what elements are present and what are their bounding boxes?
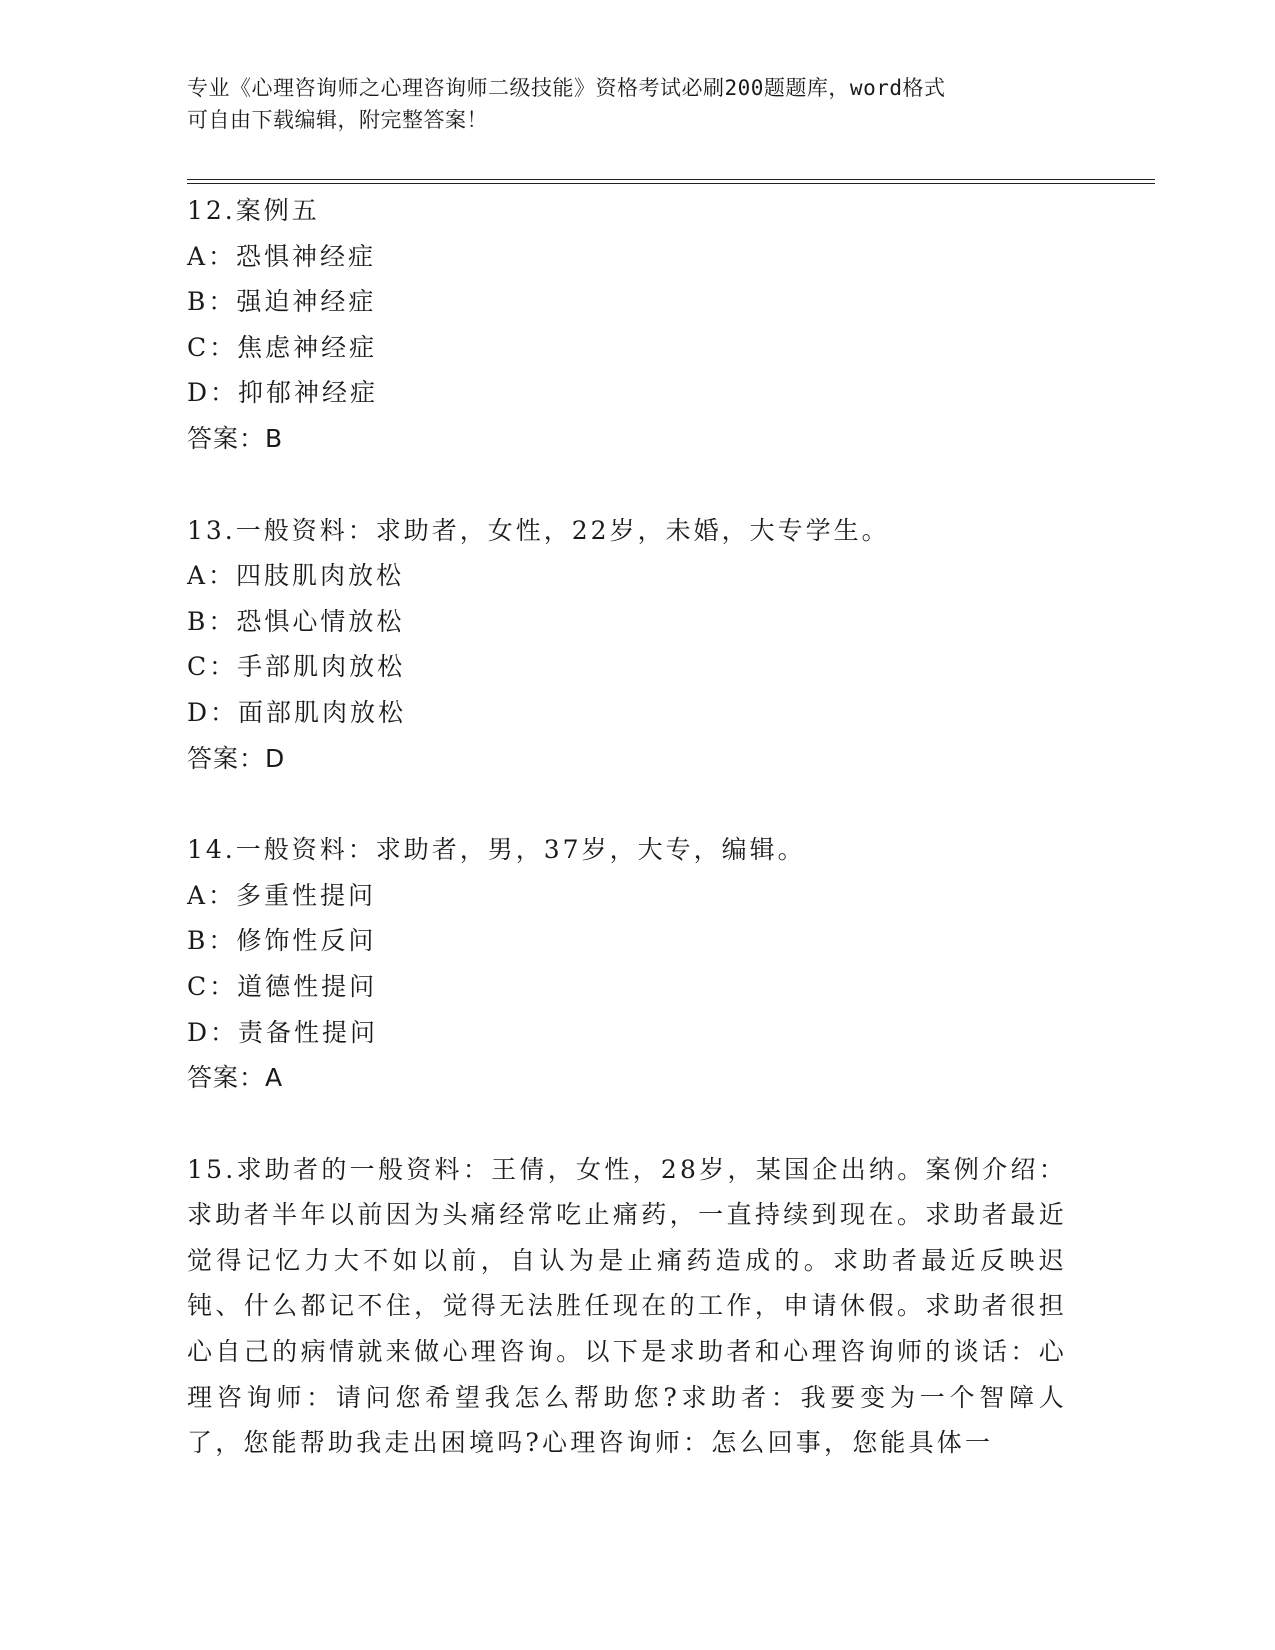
question-stem: 14.一般资料：求助者，男，37岁，大专，编辑。 (187, 835, 806, 865)
option-a: A：多重性提问 (187, 880, 377, 910)
question-15 (187, 1147, 1077, 1466)
option-a: A：四肢肌肉放松 (187, 561, 405, 591)
header-line-1: 专业《心理咨询师之心理咨询师二级技能》资格考试必刷200题题库，word格式 (187, 76, 946, 100)
option-c: C：道德性提问 (187, 971, 378, 1001)
answer-label: 答案：B (187, 423, 284, 453)
question-stem: 15.求助者的一般资料：王倩，女性，28岁，某国企出纳。案例介绍：求助者半年以前因为头痛经常吃止痛药，一直持续到现在。求助者最近觉得记忆力大不如以前，自认为是止痛药造成的。求助者最近反映迟钝、什么都记不住，觉得无法胜任现在的工作，申请休假。求助者很担心自己的病情就来做心理咨询。以下是求助者和心理咨询师的谈话：心理咨询师：请问您希望我怎么帮助您?求助者：我要变为一个智障人了，您能帮助我走出困境吗?心理咨询师：怎么回事，您能具体一 (187, 1154, 1067, 1458)
header-divider-top (187, 179, 1155, 180)
option-d: D：面部肌肉放松 (187, 697, 407, 727)
question-14 (187, 827, 1077, 1101)
option-b: B：强迫神经症 (187, 287, 377, 317)
option-d: D：责备性提问 (187, 1017, 379, 1047)
option-b: B：修饰性反问 (187, 926, 377, 956)
option-d: D：抑郁神经症 (187, 378, 379, 408)
option-c: C：手部肌肉放松 (187, 652, 406, 682)
question-13 (187, 508, 1077, 782)
option-b: B：恐惧心情放松 (187, 606, 405, 636)
answer-label: 答案：A (187, 1063, 284, 1093)
question-list (187, 188, 1077, 1512)
answer-label: 答案：D (187, 743, 286, 773)
question-12 (187, 188, 1077, 462)
header-line-2: 可自由下载编辑，附完整答案！ (187, 108, 488, 132)
question-stem: 13.一般资料：求助者，女性，22岁，未婚，大专学生。 (187, 515, 890, 545)
option-c: C：焦虑神经症 (187, 332, 378, 362)
option-a: A：恐惧神经症 (187, 241, 377, 271)
header-divider-bottom (187, 183, 1155, 184)
document-header (187, 72, 1067, 136)
question-stem: 12.案例五 (187, 196, 320, 225)
